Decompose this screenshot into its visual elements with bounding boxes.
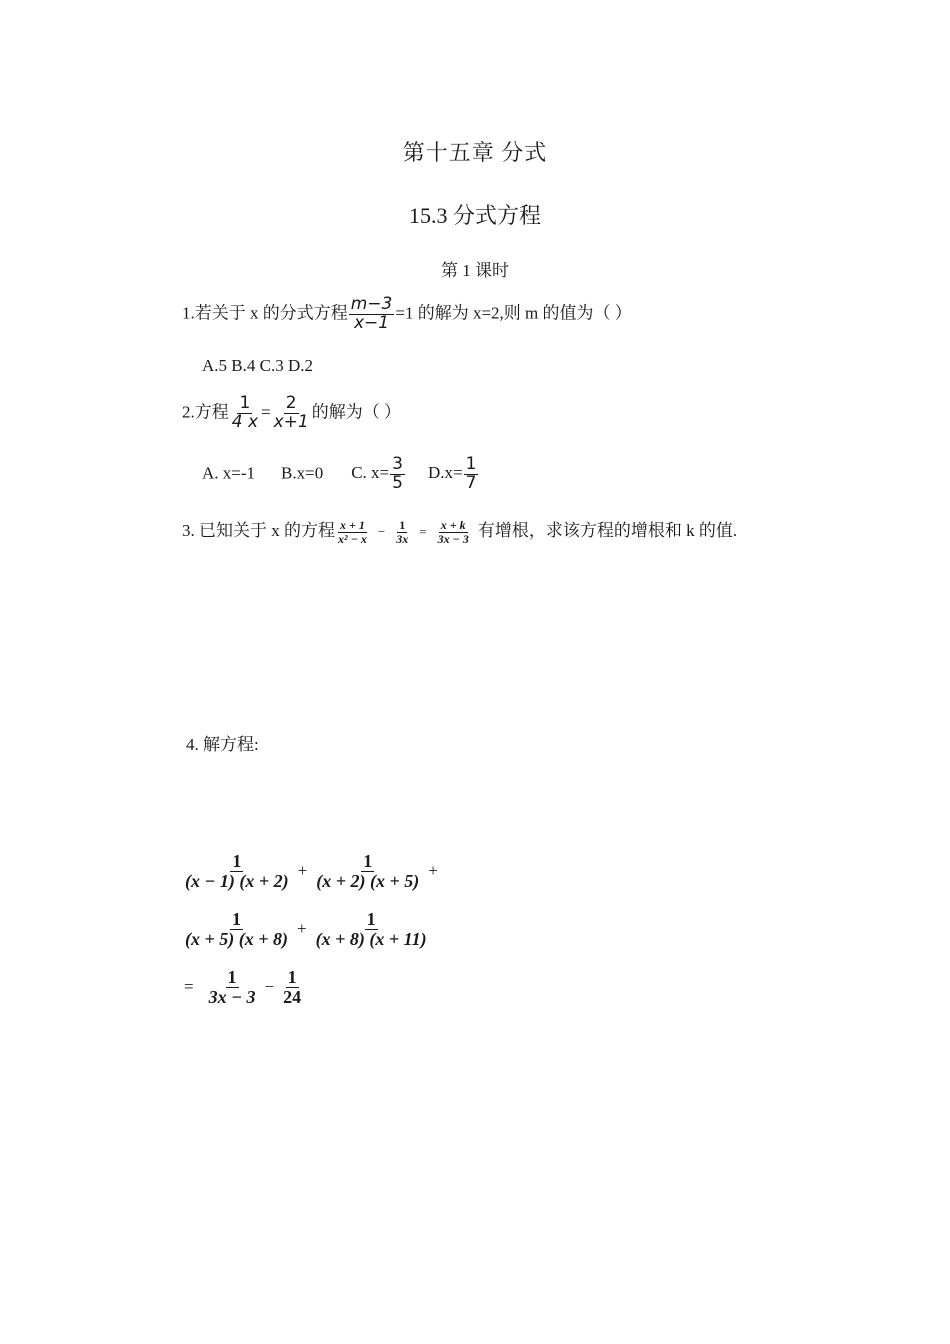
q4-r3-equals: = [184,977,194,997]
q1-prefix: 1.若关于 x 的分式方程 [182,303,348,323]
q2-prefix: 2.方程 [182,402,229,422]
q2-f1-num: 1 [239,393,251,413]
q2-fraction-2 [272,395,311,432]
section-title: 15.3 分式方程 [408,203,541,228]
q4-r2-f1-den: (x + 5) (x + 8) [185,928,288,949]
q2-f1-den: 4 x [231,411,259,432]
q4-row-3 [182,968,304,1007]
q2-suffix: 的解为（ ） [311,402,401,422]
q4-r3-f1-num: 1 [227,967,237,987]
q4-r3-minus: − [264,977,275,997]
q2-option-d-fraction [464,456,479,493]
q4-r2-fraction-2 [314,910,429,949]
q4-r1-fraction-1 [183,852,291,891]
chapter-title: 第十五章 分式 [402,140,548,165]
q4-r1-f1-den: (x − 1) (x + 2) [185,870,289,891]
q4-r2-f1-num: 1 [232,909,241,929]
q2-option-c [351,454,406,493]
q4-r3-f2-den: 24 [283,986,302,1007]
q2-optd-den: 7 [465,472,477,493]
q2-optd-num: 1 [465,454,477,474]
question-2 [182,395,401,432]
q2-f2-den: x+1 [273,411,309,432]
q1-suffix: =1 的解为 x=2,则 m 的值为（ ） [395,303,632,323]
q1-frac-den: x−1 [354,312,390,333]
q3-fraction-1 [336,519,369,545]
q4-r3-f1-den: 3x − 3 [208,986,256,1007]
q4-r1-fraction-2 [314,852,421,891]
q3-f2-den: 3x [396,531,409,546]
q2-option-a: A. x=-1 [202,463,256,483]
q2-option-d [427,454,479,493]
q2-optc-num: 3 [392,454,403,474]
lesson-title: 第 1 课时 [441,261,509,280]
q3-f2-num: 1 [399,518,406,532]
q1-options: A.5 B.4 C.3 D.2 [202,356,313,375]
q4-row-1 [182,852,444,891]
q4-r1-f2-num: 1 [363,851,373,871]
q2-options [202,456,479,493]
q4-r1-f1-num: 1 [232,851,242,871]
q2-option-d-prefix: D.x= [427,463,463,483]
q4-r2-f2-num: 1 [366,909,376,929]
q4-r1-f2-den: (x + 2) (x + 5) [316,870,420,891]
q3-fraction-3 [436,519,471,545]
q2-option-c-fraction [390,456,405,493]
q2-equals: = [261,402,271,422]
q3-prefix: 3. 已知关于 x 的方程 [182,521,335,540]
q2-fraction-1 [230,395,260,432]
question-1 [182,296,632,333]
q3-equals: = [419,524,427,540]
q2-optc-den: 5 [392,472,403,493]
q4-row-2 [182,910,430,949]
q3-fraction-2 [394,519,410,545]
q4-r1-plus-1: + [297,861,308,881]
q4-r1-plus-2: + [428,861,438,881]
q4-r2-fraction-1 [183,910,290,949]
q4-r3-fraction-1 [207,968,258,1007]
q2-f2-num: 2 [285,393,297,413]
q1-fraction [349,296,395,333]
q3-f1-num: x + 1 [340,518,365,532]
q4-r2-f2-den: (x + 8) (x + 11) [315,928,427,949]
q4-r3-f2-num: 1 [287,967,297,987]
q4-r3-fraction-2 [281,968,303,1007]
q3-minus: − [377,524,386,540]
q2-option-c-prefix: C. x= [351,463,390,483]
q4-label: 4. 解方程: [186,735,259,754]
q3-f3-den: 3x − 3 [437,531,469,546]
q2-option-b: B.x=0 [281,463,324,483]
q3-f1-den: x² − x [338,531,367,546]
q3-suffix: 有增根，求该方程的增根和 k 的值. [477,521,738,540]
question-3 [182,516,737,545]
q3-f3-num: x + k [440,518,466,532]
q4-r2-plus: + [297,919,307,939]
q1-frac-num: m−3 [350,294,393,314]
